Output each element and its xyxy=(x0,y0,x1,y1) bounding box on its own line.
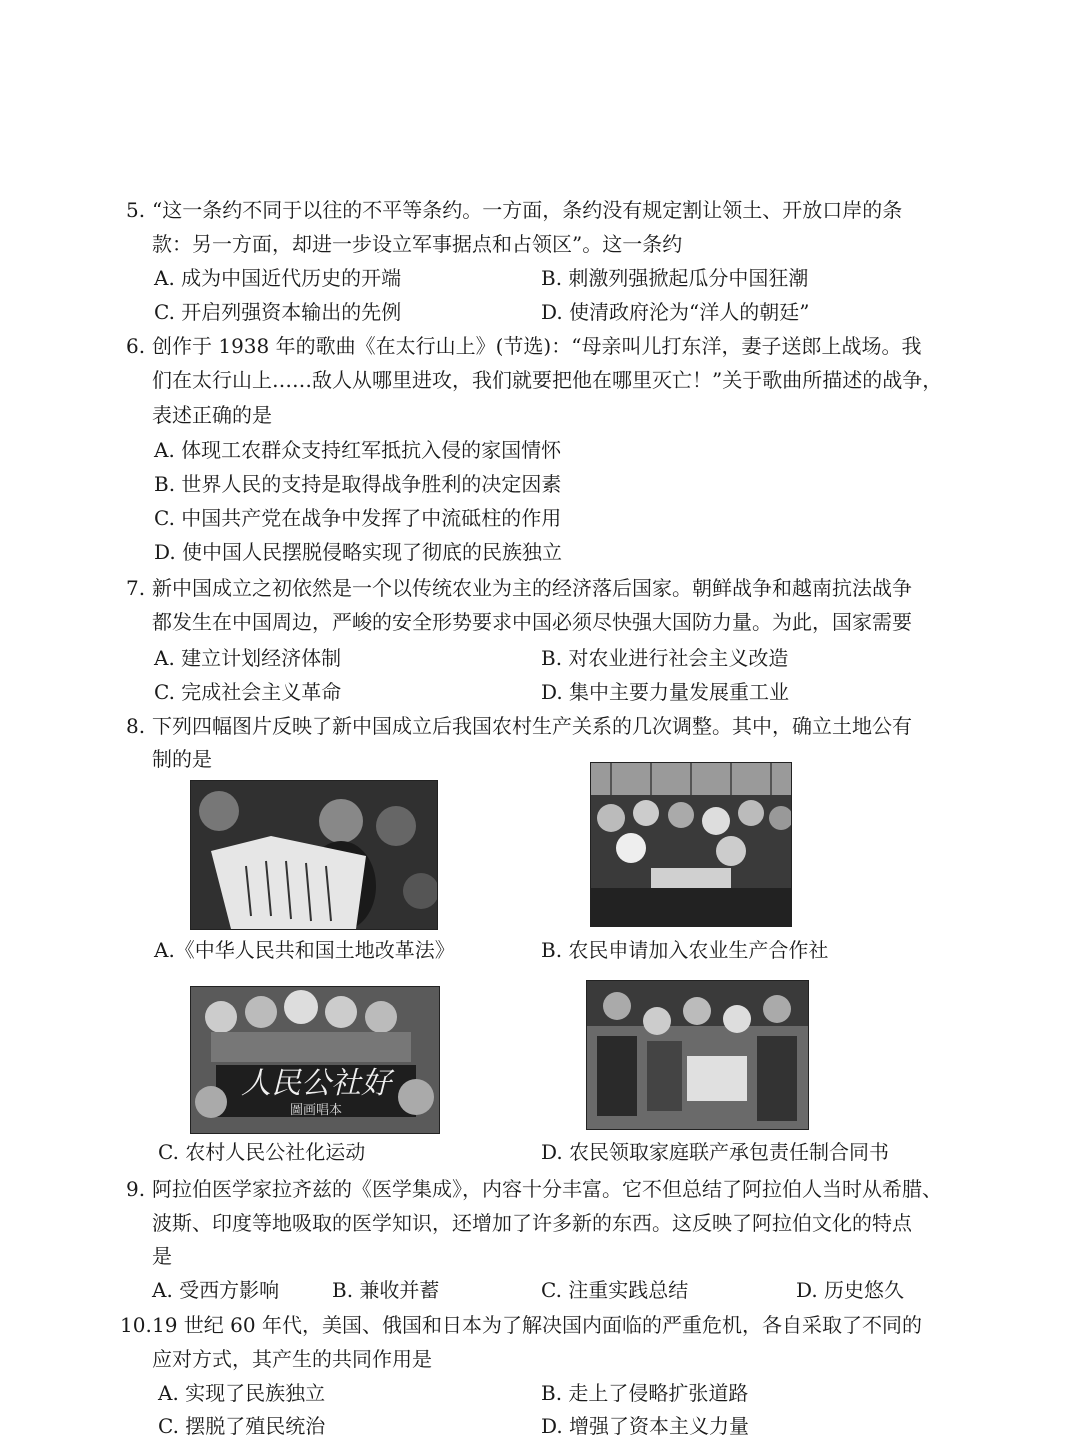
q10-number: 10. xyxy=(120,1313,152,1337)
q10-stem-line2: 应对方式，其产生的共同作用是 xyxy=(152,1347,432,1371)
q8-stem-line1: 下列四幅图片反映了新中国成立后我国农村生产关系的几次调整。其中，确立土地公有 xyxy=(152,714,912,738)
q9-option-c: C. 注重实践总结 xyxy=(541,1278,689,1302)
q10-option-a: A. 实现了民族独立 xyxy=(158,1381,326,1405)
q6-option-c: C. 中国共产党在战争中发挥了中流砥柱的作用 xyxy=(154,506,562,530)
q9-stem-line2: 波斯、印度等地吸取的医学知识，还增加了许多新的东西。这反映了阿拉伯文化的特点 xyxy=(152,1211,912,1235)
photo-land-reform-law xyxy=(190,780,438,930)
q5-option-c: C. 开启列强资本输出的先例 xyxy=(154,300,402,324)
q5-option-d: D. 使清政府沦为“洋人的朝廷” xyxy=(541,300,810,324)
q7-stem-line2: 都发生在中国周边，严峻的安全形势要求中国必须尽快强大国防力量。为此，国家需要 xyxy=(152,610,912,634)
q8-caption-d: D. 农民领取家庭联产承包责任制合同书 xyxy=(541,1140,890,1164)
q7-option-a: A. 建立计划经济体制 xyxy=(154,646,342,670)
q7-option-b: B. 对农业进行社会主义改造 xyxy=(541,646,789,670)
q5-option-b: B. 刺激列强掀起瓜分中国狂潮 xyxy=(541,266,809,290)
q5-stem-line2: 款：另一方面，却进一步设立军事据点和占领区”。这一条约 xyxy=(152,232,683,256)
q6-stem-line1: 创作于 1938 年的歌曲《在太行山上》(节选)：“母亲叫儿打东洋，妻子送郎上战场。我 xyxy=(152,334,922,358)
q5-number: 5. xyxy=(126,198,146,222)
q5-stem-line1: “这一条约不同于以往的不平等条约。一方面，条约没有规定割让领土、开放口岸的条 xyxy=(152,198,903,222)
q8-stem-line2: 制的是 xyxy=(152,747,212,771)
q10-option-c: C. 摆脱了殖民统治 xyxy=(158,1414,326,1438)
q5-option-a: A. 成为中国近代历史的开端 xyxy=(154,266,402,290)
q9-option-d: D. 历史悠久 xyxy=(796,1278,905,1302)
q9-option-a: A. 受西方影响 xyxy=(152,1278,280,1302)
q6-option-a: A. 体现工农群众支持红军抵抗入侵的家国情怀 xyxy=(154,438,562,462)
q6-number: 6. xyxy=(126,334,146,358)
q6-option-d: D. 使中国人民摆脱侵略实现了彻底的民族独立 xyxy=(154,540,563,564)
q9-stem-line1: 阿拉伯医学家拉齐兹的《医学集成》，内容十分丰富。它不但总结了阿拉伯人当时从希腊、 xyxy=(152,1177,942,1201)
q10-option-b: B. 走上了侵略扩张道路 xyxy=(541,1381,749,1405)
photo-c-subtitle: 圖画唱本 xyxy=(289,1103,342,1118)
q7-option-d: D. 集中主要力量发展重工业 xyxy=(541,680,790,704)
photo-cooperative-application xyxy=(590,762,792,927)
q9-stem-line3: 是 xyxy=(152,1244,172,1268)
q8-caption-b: B. 农民申请加入农业生产合作社 xyxy=(541,938,829,962)
q10-option-d: D. 增强了资本主义力量 xyxy=(541,1414,750,1438)
q9-option-b: B. 兼收并蓄 xyxy=(332,1278,440,1302)
q7-number: 7. xyxy=(126,576,146,600)
q10-stem-line1: 19 世纪 60 年代，美国、俄国和日本为了解决国内面临的严重危机，各自采取了不同的 xyxy=(152,1313,922,1337)
q7-option-c: C. 完成社会主义革命 xyxy=(154,680,342,704)
q6-stem-line3: 表述正确的是 xyxy=(152,403,272,427)
q6-option-b: B. 世界人民的支持是取得战争胜利的决定因素 xyxy=(154,472,562,496)
q7-stem-line1: 新中国成立之初依然是一个以传统农业为主的经济落后国家。朝鲜战争和越南抗法战争 xyxy=(152,576,912,600)
q9-number: 9. xyxy=(126,1177,146,1201)
q8-caption-a: A.《中华人民共和国土地改革法》 xyxy=(154,938,455,962)
photo-peoples-commune-poster xyxy=(190,986,440,1134)
photo-household-contract xyxy=(586,980,809,1130)
q8-number: 8. xyxy=(126,714,146,738)
photo-c-title: 人民公社好 xyxy=(241,1066,391,1101)
q6-stem-line2: 们在太行山上……敌人从哪里进攻，我们就要把他在哪里灭亡！”关于歌曲所描述的战争， xyxy=(152,368,943,392)
q8-caption-c: C. 农村人民公社化运动 xyxy=(158,1140,366,1164)
